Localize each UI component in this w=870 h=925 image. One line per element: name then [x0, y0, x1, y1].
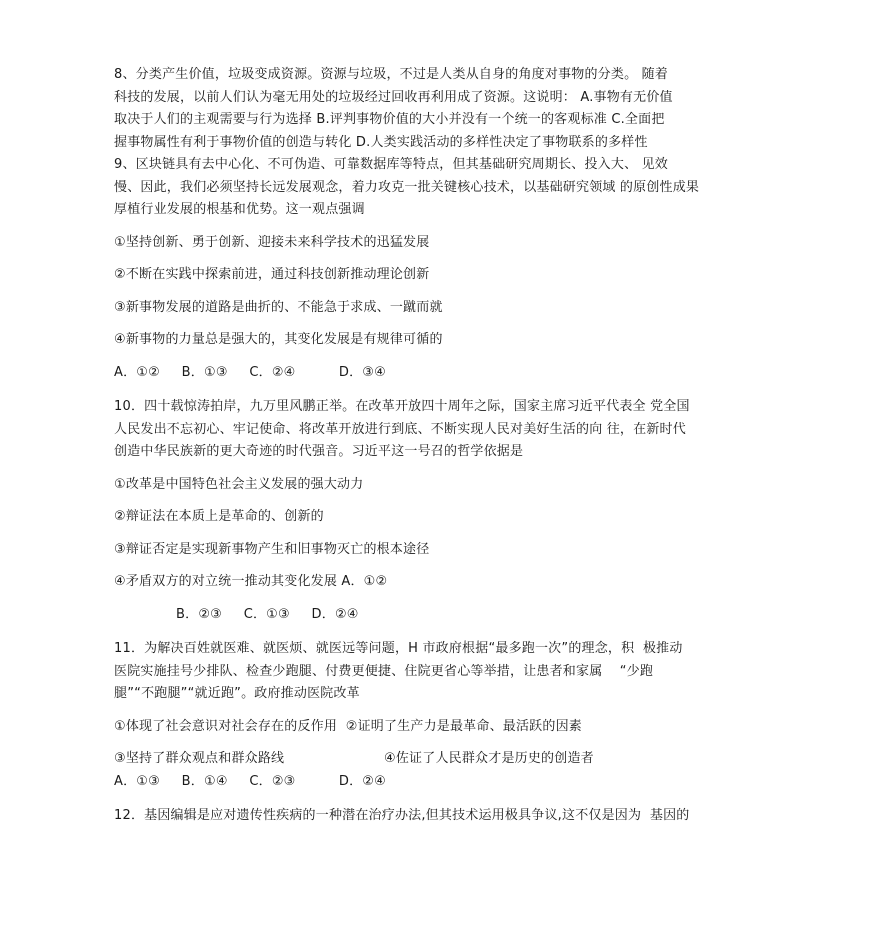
question-11-line-1: 11．为解决百姓就医难、就医烦、就医远等问题，H 市政府根据“最多跑一次”的理念，积 极推动	[114, 641, 683, 656]
question-10-option-3: ③辩证否定是实现新事物产生和旧事物灭亡的根本途径	[114, 541, 430, 557]
question-11-line-2: 医院实施挂号少排队、检查少跑腿、付费更便捷、住院更省心等举措，让患者和家属 “少跑	[114, 663, 654, 679]
question-10-options	[114, 474, 766, 627]
question-11-options	[114, 716, 766, 794]
question-10	[114, 396, 766, 464]
question-9-answers: A．①② B．①③ C．②④ D．③④	[114, 364, 386, 380]
question-10-answers: B．②③ C．①③ D．②④	[176, 606, 359, 622]
question-10-option-4: ④矛盾双方的对立统一推动其变化发展 A．①②	[114, 574, 388, 589]
question-9	[114, 154, 766, 222]
question-8-line-1: 8、分类产生价值，垃圾变成资源。资源与垃圾，不过是人类从自身的角度对事物的分类。 随着	[114, 67, 669, 82]
question-11-options-row-2	[114, 748, 766, 771]
question-8-line-2: 科技的发展，以前人们认为毫无用处的垃圾经过回收再利用成了资源。这说明： A.事物有无价值	[114, 89, 673, 105]
question-8	[114, 64, 766, 154]
question-9-line-1: 9、区块链具有去中心化、不可伪造、可靠数据库等特点，但其基础研究周期长、投入大、 见效	[114, 157, 669, 172]
question-11-options-row-1: ①体现了社会意识对社会存在的反作用 ②证明了生产力是最革命、最活跃的因素	[114, 718, 582, 734]
question-10-line-1: 10．四十载惊涛拍岸，九万里风鹏正举。在改革开放四十周年之际，国家主席习近平代表全 党全国	[114, 399, 690, 414]
question-9-options	[114, 232, 766, 385]
question-11-answers: A．①③ B．①④ C．②③ D．②④	[114, 773, 386, 789]
question-8-line-4: 握事物属性有利于事物价值的创造与转化 D.人类实践活动的多样性决定了事物联系的多样性	[114, 134, 648, 150]
question-content	[114, 64, 766, 828]
question-10-option-2: ②辩证法在本质上是革命的、创新的	[114, 509, 324, 524]
question-9-option-2: ②不断在实践中探索前进，通过科技创新推动理论创新	[114, 267, 430, 282]
question-11-line-3: 腿”“不跑腿”“就近跑”。政府推动医院改革	[114, 686, 360, 701]
question-10-option-1: ①改革是中国特色社会主义发展的强大动力	[114, 476, 364, 492]
question-10-line-3: 创造中华民族新的更大奇迹的时代强音。习近平这一号召的哲学依据是	[114, 444, 524, 459]
question-12-line-1: 12．基因编辑是应对遗传性疾病的一种潜在治疗办法,但其技术运用极具争议,这不仅是因为 基因的	[114, 808, 690, 823]
question-11	[114, 638, 766, 706]
question-8-line-3: 取决于人们的主观需要与行为选择 B.评判事物价值的大小并没有一个统一的客观标准 C.全面把	[114, 112, 665, 127]
question-11-option-3: ③坚持了群众观点和群众路线	[114, 751, 285, 766]
question-9-option-1: ①坚持创新、勇于创新、迎接未来科学技术的迅猛发展	[114, 234, 430, 250]
question-9-option-4: ④新事物的力量总是强大的，其变化发展是有规律可循的	[114, 332, 443, 347]
question-9-line-2: 慢、因此，我们必须坚持长远发展观念，着力攻克一批关键核心技术，以基础研究领域 的原创性成果	[114, 179, 700, 195]
question-12	[114, 805, 766, 828]
question-9-option-3: ③新事物发展的道路是曲折的、不能急于求成、一蹴而就	[114, 299, 443, 315]
question-10-line-2: 人民发出不忘初心、牢记使命、将改革开放进行到底、不断实现人民对美好生活的向 往，在新时代	[114, 421, 686, 437]
question-11-option-4: ④佐证了人民群众才是历史的创造者	[384, 751, 594, 766]
question-9-line-3: 厚植行业发展的根基和优势。这一观点强调	[114, 202, 365, 217]
